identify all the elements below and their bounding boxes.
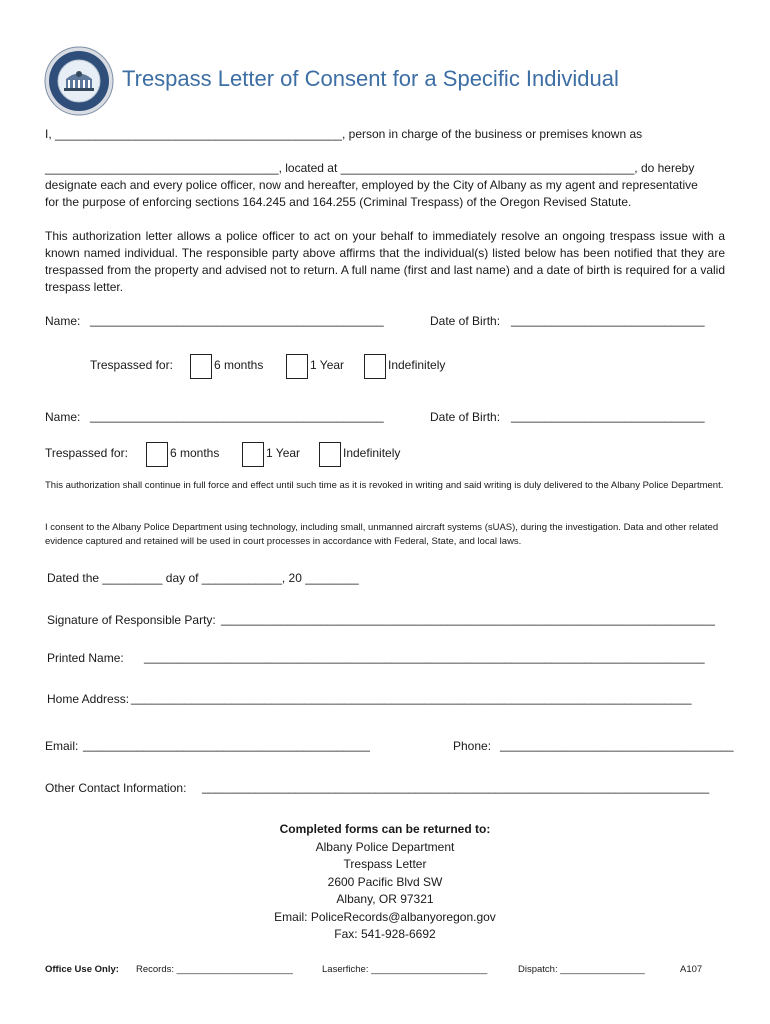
checkbox-1-year-2[interactable]: [242, 442, 264, 467]
checkbox-indefinitely-1[interactable]: [364, 354, 386, 379]
trespassed-label-1: Trespassed for:: [90, 358, 173, 372]
dob-label-2: Date of Birth:: [430, 410, 501, 424]
return-street: 2600 Pacific Blvd SW: [327, 874, 443, 889]
option-1-year-1: 1 Year: [310, 358, 345, 372]
email-field[interactable]: ___________________________________________: [83, 738, 370, 752]
return-city: Albany, OR 97321: [336, 892, 434, 906]
dob-field-1[interactable]: _____________________________: [511, 313, 705, 327]
page-title: Trespass Letter of Consent for a Specific Individual: [122, 66, 619, 91]
email-label: Email:: [45, 739, 79, 753]
form-code: A107: [680, 964, 703, 975]
home-address-label: Home Address:: [47, 692, 130, 706]
duration-notice: This authorization shall continue in full force and effect until such time as it is revoked in writing and said writing is duly delivered to the Albany Police Department.: [45, 480, 724, 491]
phone-label: Phone:: [453, 739, 492, 753]
dispatch-field[interactable]: Dispatch: ________________: [518, 964, 645, 975]
signature-label: Signature of Responsible Party:: [47, 613, 216, 627]
name-field-1[interactable]: ____________________________________________: [90, 313, 384, 327]
authorization-text: This authorization letter allows a police officer to act on your behalf to immediately resolve an ongoing trespass issue with a known named individual. The responsible party above affirms that the individual(s) listed below has been notified that they are trespassed from the property and advised not to return. A full name (first and last name) and a date of birth is required for a valid trespass letter.: [45, 229, 725, 294]
name-label-2: Name:: [45, 410, 81, 424]
intro-line-4: for the purpose of enforcing sections 164.245 and 164.255 (Criminal Trespass) of the Oregon Revised Statute.: [45, 195, 632, 209]
intro-line-2: ___________________________________, located at ____________________________________________, do hereby: [45, 161, 695, 175]
dated-field[interactable]: Dated the _________ day of ____________, 20 ________: [47, 571, 359, 585]
phone-field[interactable]: ___________________________________: [500, 738, 734, 752]
dob-field-2[interactable]: _____________________________: [511, 409, 705, 423]
signature-field[interactable]: __________________________________________________________________________: [221, 612, 715, 626]
option-6-months-1: 6 months: [214, 358, 264, 372]
return-attention: Trespass Letter: [343, 857, 427, 871]
laserfiche-field[interactable]: Laserfiche: ______________________: [322, 964, 488, 975]
option-indefinitely-2: Indefinitely: [343, 446, 401, 460]
option-1-year-2: 1 Year: [266, 446, 301, 460]
intro-line-3: designate each and every police officer, now and hereafter, employed by the City of Albany as my agent and representative: [45, 178, 698, 192]
city-seal-logo: [44, 46, 114, 116]
checkbox-6-months-1[interactable]: [190, 354, 212, 379]
consent-notice: I consent to the Albany Police Department using technology, including small, unmanned aircraft systems (sUAS), during the investigation. Data and other related evidence captured and retained will be used in court processes in accordance with Federal, State, and local laws.: [45, 522, 719, 547]
intro-line-1: I, ___________________________________________, person in charge of the business or premises known as: [45, 127, 643, 141]
checkbox-6-months-2[interactable]: [146, 442, 168, 467]
name-label-1: Name:: [45, 314, 81, 328]
dob-label-1: Date of Birth:: [430, 314, 501, 328]
return-heading: Completed forms can be returned to:: [279, 822, 491, 836]
return-fax: Fax: 541-928-6692: [334, 927, 436, 941]
home-address-field[interactable]: ____________________________________________________________________________________: [131, 691, 692, 705]
other-contact-field[interactable]: ____________________________________________________________________________: [202, 780, 710, 794]
option-indefinitely-1: Indefinitely: [388, 358, 446, 372]
printed-name-label: Printed Name:: [47, 651, 124, 665]
other-contact-label: Other Contact Information:: [45, 781, 187, 795]
office-use-label: Office Use Only:: [45, 964, 119, 975]
name-field-2[interactable]: ____________________________________________: [90, 409, 384, 423]
trespassed-label-2: Trespassed for:: [45, 446, 128, 460]
return-email: Email: PoliceRecords@albanyoregon.gov: [274, 909, 496, 924]
printed-name-field[interactable]: ____________________________________________________________________________________: [144, 650, 705, 664]
checkbox-1-year-1[interactable]: [286, 354, 308, 379]
return-info: [0, 821, 770, 944]
checkbox-indefinitely-2[interactable]: [319, 442, 341, 467]
option-6-months-2: 6 months: [170, 446, 220, 460]
records-field[interactable]: Records: ______________________: [136, 964, 293, 975]
return-department: Albany Police Department: [315, 839, 455, 854]
